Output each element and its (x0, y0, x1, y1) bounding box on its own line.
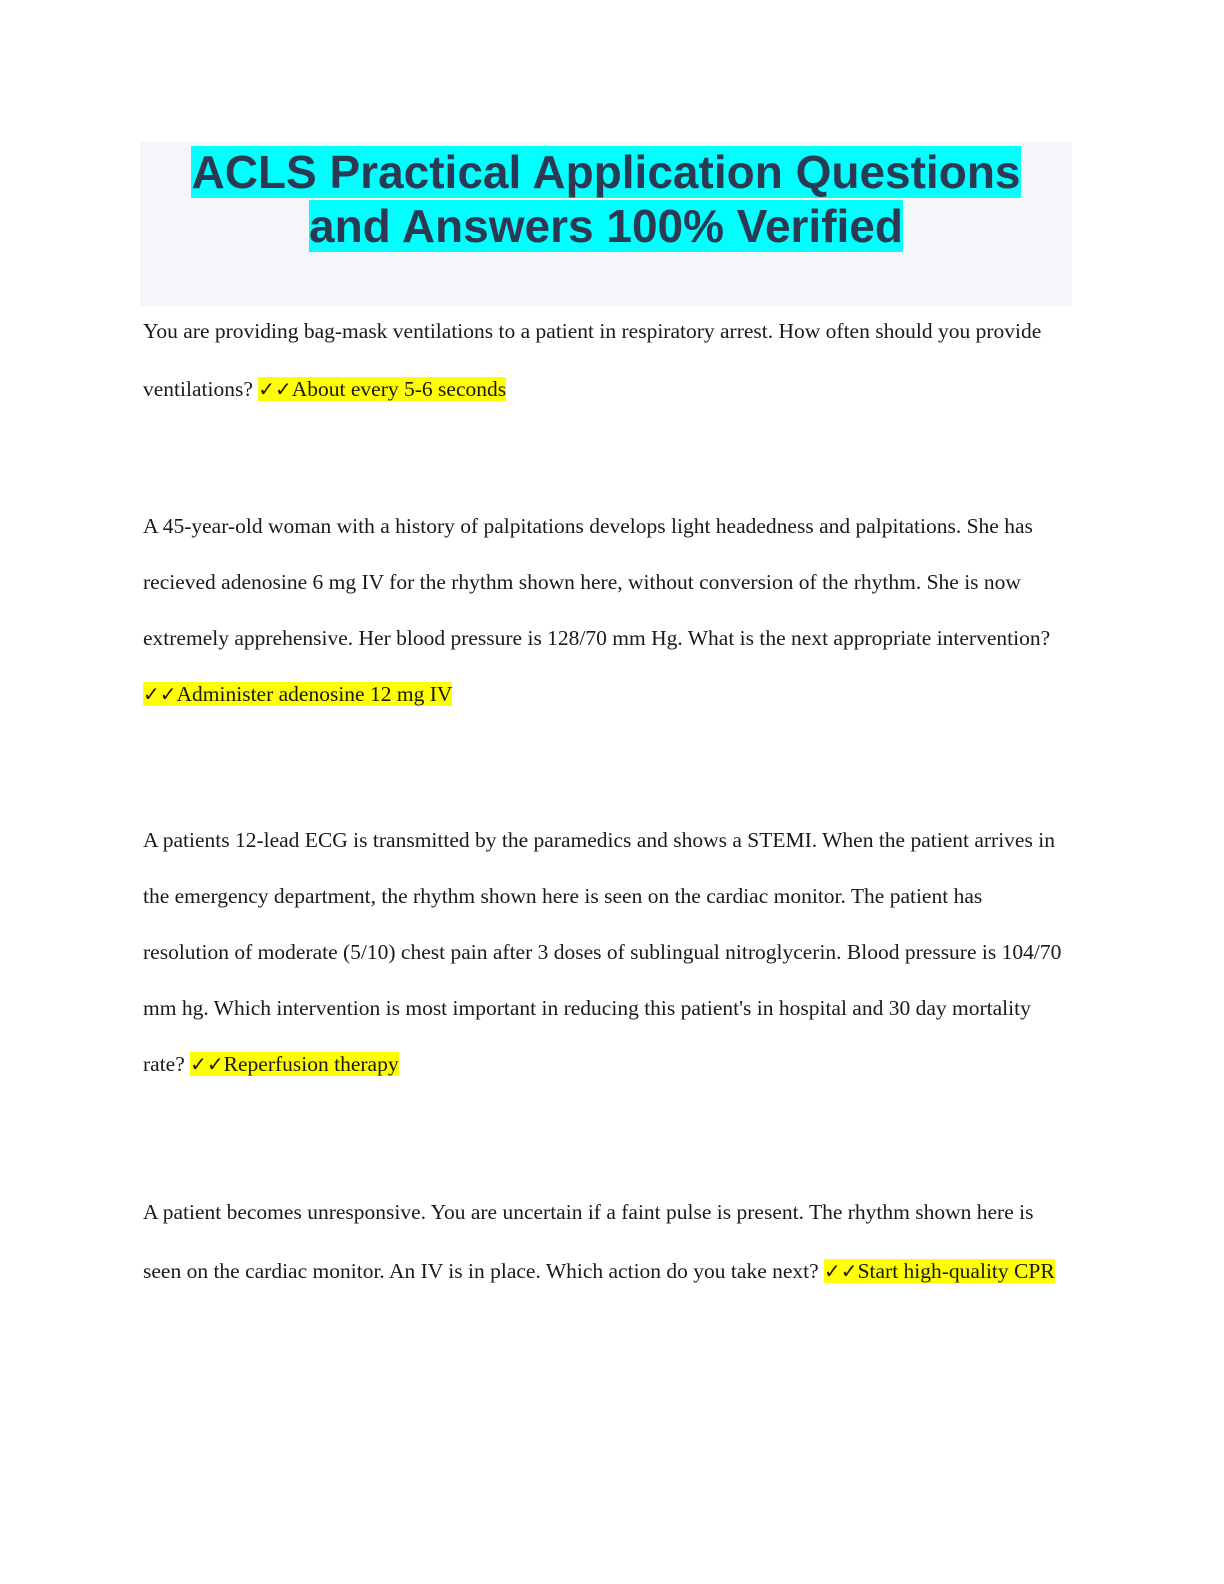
qa-item-3 (143, 812, 1068, 1092)
answer-highlight (258, 377, 506, 401)
document-title (140, 142, 1072, 253)
question-text: A 45-year-old woman with a history of palpitations develops light headedness and palpitations. She has recieved adenosine 6 mg IV for the rhythm shown here, without conversion of the rhythm. She is now extremely apprehensive. Her blood pressure is 128/70 mm Hg. What is the next appropriate intervention? (143, 514, 1051, 650)
title-banner (140, 142, 1072, 306)
double-check-icon: ✓✓ (143, 682, 177, 706)
question-text: You are providing bag-mask ventilations to a patient in respiratory arrest. How often should you provide ventilations? (143, 319, 1042, 401)
double-check-icon: ✓✓ (824, 1259, 858, 1283)
answer-highlight (824, 1259, 1055, 1283)
answer-text: Administer adenosine 12 mg IV (176, 682, 453, 706)
qa-item-1 (143, 302, 1068, 418)
answer-highlight (190, 1052, 398, 1076)
answer-text: Start high-quality CPR (857, 1259, 1055, 1283)
answer-text: About every 5-6 seconds (291, 377, 507, 401)
question-text: A patients 12-lead ECG is transmitted by the paramedics and shows a STEMI. When the patient arrives in the emergency department, the rhythm shown here is seen on the cardiac monitor. The patient has resolution of moderate (5/10) chest pain after 3 doses of sublingual nitroglycerin. Blood pressure is 104/70 mm hg. Which intervention is most important in reducing this patient's in hospital and 30 day mortality rate? (143, 828, 1062, 1076)
question-text: A patient becomes unresponsive. You are uncertain if a faint pulse is present. The rhythm shown here is seen on the cardiac monitor. An IV is in place. Which action do you take next? (143, 1200, 1034, 1283)
answer-highlight (143, 682, 452, 706)
answer-text: Reperfusion therapy (223, 1052, 399, 1076)
double-check-icon: ✓✓ (190, 1052, 224, 1076)
title-line-2: and Answers 100% Verified (308, 200, 903, 252)
qa-item-2 (143, 498, 1058, 722)
double-check-icon: ✓✓ (258, 377, 292, 401)
qa-item-4 (143, 1183, 1073, 1301)
title-line-1: ACLS Practical Application Questions (191, 146, 1021, 198)
